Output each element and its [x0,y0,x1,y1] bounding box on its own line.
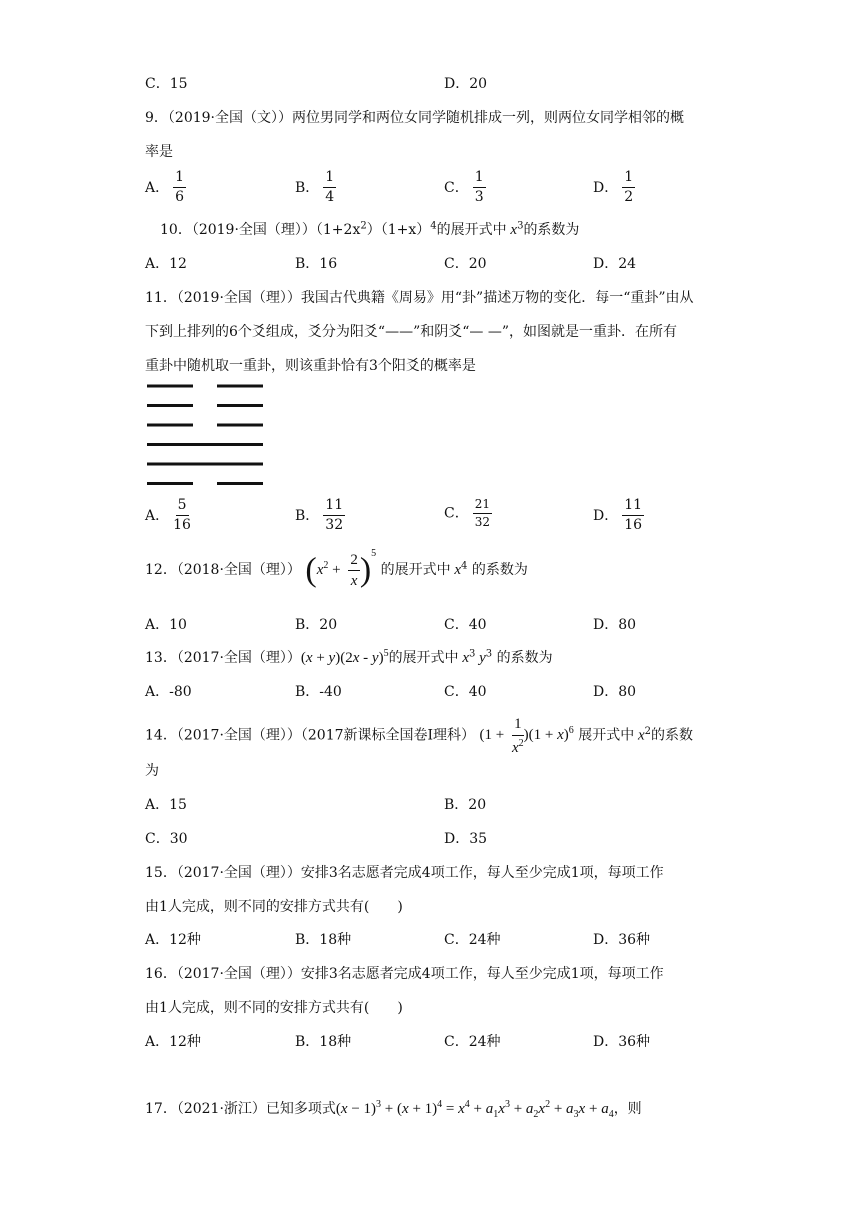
q10-option-b: B．16 [295,256,338,272]
q13-option-b: B．-40 [295,684,342,700]
q11-option-d: D． $\frac{11}{16}$ [593,497,643,534]
q16-option-b: B．18种 [295,1034,352,1050]
q10-option-c: C．20 [444,256,487,272]
q15-option-d: D．36种 [593,932,651,948]
q16-option-c: C．24种 [444,1034,501,1050]
q16-option-d: D．36种 [593,1034,651,1050]
q17-expression: $(x - 1)^3 + (x + 1)^4 = x^4 + a_1x^3 + a_2x^2 + a_3x + a_4$ [335,1099,614,1120]
q14-option-a: A．15 [145,797,187,813]
q15-stem-line2: 由1人完成，则不同的安排方式共有( ) [145,899,403,915]
q10-option-d: D．24 [593,256,637,272]
q16-stem-line2: 由1人完成，则不同的安排方式共有( ) [145,1000,403,1016]
q9-option-a: A． $\frac{1}{6}$ [145,169,185,206]
q9-stem-line2: 率是 [145,144,173,160]
q14-option-c: C．30 [145,831,188,847]
hexagram-figure [145,378,265,488]
q9-option-d: D． $\frac{1}{2}$ [593,169,634,206]
q14-expression: (1 + $\frac{1}{x^2}$ )$(1 + x)^6$ [479,716,574,756]
q9-option-c: C． $\frac{1}{3}$ [444,169,484,206]
q13-option-d: D．80 [593,684,637,700]
q15-stem-line1: 15．（2017·全国（理））安排3名志愿者完成4项工作，每人至少完成1项，每项工作 [145,865,664,881]
q12-option-c: C．40 [444,617,487,633]
q11-option-b: B． $\frac{11}{32}$ [295,497,344,534]
q16-option-a: A．12种 [145,1034,201,1050]
q15-option-a: A．12种 [145,932,201,948]
q13-expression: (x + y)(2x - y)$^5$ [300,648,389,666]
q13-option-a: A．-80 [145,684,192,700]
q12-expression: ($x^2$ + $\frac{2}{x}$ )$^5$ [305,548,377,590]
q14-option-d: D．35 [444,831,488,847]
q10-stem: 10．（2019·全国（理））$(1+2x^2)(1+x)^4$的展开式中 $x^3$的系数为 [160,220,580,238]
q11-stem-line2: 下到上排列的6个爻组成，爻分为阳爻“——”和阴爻“— —”，如图就是一重卦．在所有 [145,324,677,340]
q8-option-d: D．20 [444,76,488,92]
q8-option-c: C．15 [145,76,188,92]
q12-option-d: D．80 [593,617,637,633]
q9-option-b: B． $\frac{1}{4}$ [295,169,335,206]
q11-stem-line1: 11．（2019·全国（理））我国古代典籍《周易》用“卦”描述万物的变化．每一“重卦”由从 [145,290,694,306]
q14-option-b: B．20 [444,797,487,813]
q14-stem-line2: 为 [145,763,159,779]
q12-option-b: B．20 [295,617,338,633]
q13-option-c: C．40 [444,684,487,700]
q12-stem: 12．（2018·全国（理）） ($x^2$ + $\frac{2}{x}$ )$^5$ 的展开式中 $x^4$ 的系数为 [145,548,528,590]
q13-stem: 13．（2017·全国（理））(x + y)(2x - y)$^5$的展开式中 $x^3$ $y^3$ 的系数为 [145,648,553,666]
q14-stem-line1: 14．（2017·全国（理））（2017新课标全国卷Ⅰ理科） (1 + $\frac{1}{x^2}$ )$(1 + x)^6$ 展开式中 $x^2$的系数 [145,716,694,756]
q11-stem-line3: 重卦中随机取一重卦，则该重卦恰有3个阳爻的概率是 [145,358,476,374]
q17-stem: 17．（2021·浙江）已知多项式$(x - 1)^3 + (x + 1)^4 = x^4 + a_1x^3 + a_2x^2 + a_3x + a_4$，则 [145,1099,642,1120]
q12-option-a: A．10 [145,617,187,633]
q15-option-c: C．24种 [444,932,501,948]
q15-option-b: B．18种 [295,932,352,948]
q11-option-c: C． $\frac{21}{32}$ [444,497,490,530]
q9-stem-line1: 9．（2019·全国（文））两位男同学和两位女同学随机排成一列，则两位女同学相邻的概 [145,110,684,126]
q11-option-a: A． $\frac{5}{16}$ [145,497,191,534]
q16-stem-line1: 16．（2017·全国（理））安排3名志愿者完成4项工作，每人至少完成1项，每项工作 [145,966,664,982]
q10-option-a: A．12 [145,256,187,272]
